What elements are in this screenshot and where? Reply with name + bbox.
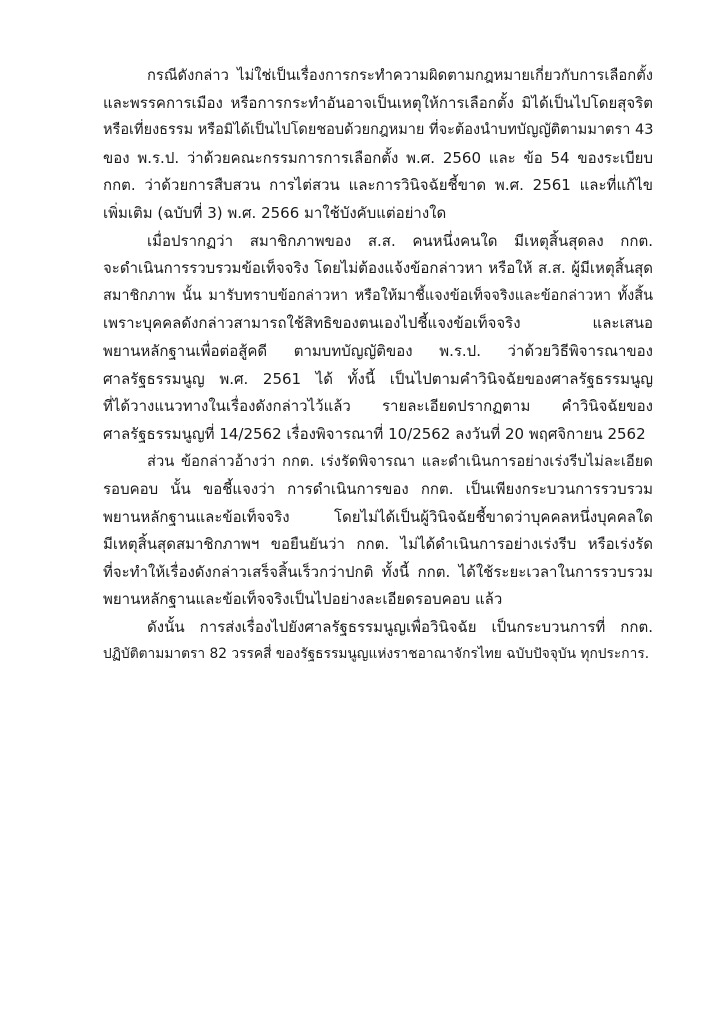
text-line: ที่ได้วางแนวทางในเรื่องดังกล่าวไว้แล้ว รายละเอียดปรากฏตาม คำวินิจฉัยของ xyxy=(103,397,653,416)
text-line: จะดำเนินการรวบรวมข้อเท็จจริง โดยไม่ต้องแจ้งข้อกล่าวหา หรือให้ ส.ส. ผู้มีเหตุสิ้นสุด xyxy=(103,259,653,278)
text-line: พยานหลักฐานเพื่อต่อสู้คดี ตามบทบัญญัติของ พ.ร.ป. ว่าด้วยวิธีพิจารณาของ xyxy=(103,341,653,360)
text-line: มีเหตุสิ้นสุดสมาชิกภาพฯ ขอยืนยันว่า กกต. ไม่ได้ดำเนินการอย่างเร่งรีบ หรือเร่งรัด xyxy=(103,535,653,554)
text-line: ศาลรัฐธรรมนูญ พ.ศ. 2561 ได้ ทั้งนี้ เป็นไปตามคำวินิจฉัยของศาลรัฐธรรมนูญ xyxy=(103,369,653,388)
text-line: ศาลรัฐธรรมนูญที่ 14/2562 เรื่องพิจารณาที่ 10/2562 ลงวันที่ 20 พฤศจิกายน 2562 xyxy=(103,424,646,443)
text-line: พยานหลักฐานและข้อเท็จจริง โดยไม่ได้เป็นผู้วินิจฉัยชี้ขาดว่าบุคคลหนึ่งบุคคลใด xyxy=(103,507,653,526)
paragraph xyxy=(103,62,653,228)
text-line: ที่จะทำให้เรื่องดังกล่าวเสร็จสิ้นเร็วกว่าปกติ ทั้งนี้ กกต. ได้ใช้ระยะเวลาในการรวบรวม xyxy=(103,562,653,581)
text-line: เพราะบุคคลดังกล่าวสามารถใช้สิทธิของตนเองไปชี้แจงข้อเท็จจริง และเสนอ xyxy=(103,314,653,333)
paragraph xyxy=(103,448,653,614)
text-line: ดังนั้น การส่งเรื่องไปยังศาลรัฐธรรมนูญเพื่อวินิจฉัย เป็นกระบวนการที่ กกต. xyxy=(147,617,653,636)
text-line: กกต. ว่าด้วยการสืบสวน การไต่สวน และการวินิจฉัยชี้ขาด พ.ศ. 2561 และที่แก้ไข xyxy=(103,176,653,195)
text-line: หรือเที่ยงธรรม หรือมิได้เป็นไปโดยชอบด้วยกฎหมาย ที่จะต้องนำบทบัญญัติตามมาตรา 43 xyxy=(103,122,654,139)
text-line: กรณีดังกล่าว ไม่ใช่เป็นเรื่องการกระทำความผิดตามกฎหมายเกี่ยวกับการเลือกตั้ง xyxy=(147,67,653,84)
text-line: ปฏิบัติตามมาตรา 82 วรรคสี่ ของรัฐธรรมนูญแห่งราชอาณาจักรไทย ฉบับปัจจุบัน ทุกประการ. xyxy=(103,646,650,663)
text-line: เพิ่มเติม (ฉบับที่ 3) พ.ศ. 2566 มาใช้บังคับแต่อย่างใด xyxy=(103,203,447,222)
text-line: รอบคอบ นั้น ขอชี้แจงว่า การดำเนินการของ กกต. เป็นเพียงกระบวนการรวบรวม xyxy=(103,479,653,498)
document-body xyxy=(103,62,653,669)
text-line: เมื่อปรากฏว่า สมาชิกภาพของ ส.ส. คนหนึ่งคนใด มีเหตุสิ้นสุดลง กกต. xyxy=(147,231,653,250)
text-line: พยานหลักฐานและข้อเท็จจริงเป็นไปอย่างละเอียดรอบคอบ แล้ว xyxy=(103,590,503,609)
paragraph xyxy=(103,614,653,669)
paragraph xyxy=(103,228,653,449)
text-line: ส่วน ข้อกล่าวอ้างว่า กกต. เร่งรัดพิจารณา และดำเนินการอย่างเร่งรีบไม่ละเอียด xyxy=(147,453,653,471)
text-line: และพรรคการเมือง หรือการกระทำอันอาจเป็นเหตุให้การเลือกตั้ง มิได้เป็นไปโดยสุจริต xyxy=(103,93,653,112)
text-line: สมาชิกภาพ นั้น มารับทราบข้อกล่าวหา หรือให้มาชี้แจงข้อเท็จจริงและข้อกล่าวหา ทั้งสิ้น xyxy=(103,287,653,304)
text-line: ของ พ.ร.ป. ว่าด้วยคณะกรรมการการเลือกตั้ง พ.ศ. 2560 และ ข้อ 54 ของระเบียบ xyxy=(103,148,653,167)
